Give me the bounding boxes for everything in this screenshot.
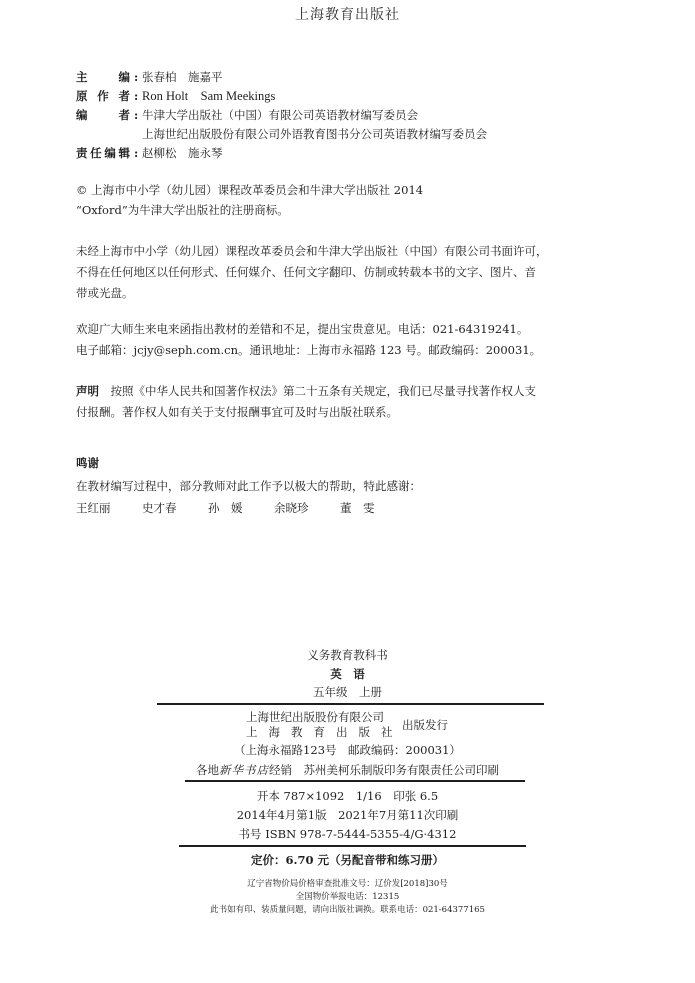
teacher-name: 余晓珍 <box>274 501 309 515</box>
credit-label: 原作者 <box>76 89 130 103</box>
format-info: 开本 787×1092 1/16 印张 6.5 <box>256 789 439 803</box>
acknowledgement-text: 在教材编写过程中，部分教师对此工作予以极大的帮助，特此感谢： <box>76 479 421 493</box>
grade-volume: 五年级 上册 <box>313 685 382 699</box>
acknowledgement-names <box>76 500 406 516</box>
credit-value: 上海世纪出版股份有限公司外语教育图书分公司英语教材编写委员会 <box>142 127 487 141</box>
publisher-role: 出版发行 <box>402 718 448 732</box>
publisher-name-2: 上海教育出版社 <box>246 725 404 739</box>
statement-line: 付报酬。著作权人如有关于支付报酬事宜可及时与出版社联系。 <box>76 405 398 419</box>
divider-middle <box>185 780 525 782</box>
credit-label: 编者 <box>76 108 130 122</box>
statement-label: 声明 <box>76 384 99 398</box>
feedback-phone-line: 欢迎广大师生来电来函指出教材的差错和不足，提出宝贵意见。电话：021-64319241。 <box>76 322 529 336</box>
publisher-address: （上海永福路123号 邮政编码：200031） <box>234 743 461 757</box>
credit-row-editors <box>76 106 487 125</box>
edition-info: 2014年4月第1版 2021年7月第11次印刷 <box>236 808 459 822</box>
credit-label: 主编 <box>76 70 130 84</box>
permission-notice <box>76 241 624 304</box>
credit-separator: : <box>134 70 139 84</box>
price-hotline: 全国物价举报电话：12315 <box>295 892 400 902</box>
page-header-publisher: 上海教育出版社 <box>295 7 400 23</box>
distribution-suffix: 经销 苏州美柯乐制版印务有限责任公司印刷 <box>269 763 499 777</box>
series-title: 义务教育教科书 <box>307 648 388 662</box>
contact-info <box>76 319 624 361</box>
statement-line <box>76 381 624 402</box>
permission-line: 不得在任何地区以任何形式、任何媒介、任何文字翻印、仿制或转载本书的文字、图片、音 <box>76 265 536 279</box>
acknowledgement-title: 鸣谢 <box>76 456 99 470</box>
credit-value: 赵柳松 施永琴 <box>142 146 223 160</box>
teacher-name: 董 雯 <box>340 501 375 515</box>
permission-line: 未经上海市中小学（幼儿园）课程改革委员会和牛津大学出版社（中国）有限公司书面许可， <box>76 244 548 258</box>
credit-row-responsible-editors <box>76 144 487 163</box>
permission-line: 带或光盘。 <box>76 286 134 300</box>
trademark-line: “Oxford”为牛津大学出版社的注册商标。 <box>76 202 289 217</box>
email-address-line: 电子邮箱：jcjy@seph.com.cn。通讯地址：上海市永福路 123 号。邮政编码：200031。 <box>76 343 542 357</box>
isbn-info: 书号 ISBN 978-7-5444-5355-4/G·4312 <box>238 827 457 841</box>
subject-title: 英 语 <box>330 667 365 681</box>
publisher-name-1: 上海世纪出版股份有限公司 <box>246 710 384 724</box>
divider-bottom <box>179 845 526 847</box>
statement-text: 按照《中华人民共和国著作权法》第二十五条有关规定，我们已尽量寻找著作权人支 <box>110 384 536 398</box>
credit-label: 责任编辑 <box>76 146 130 160</box>
price-info: 定价：6.70 元（另配音带和练习册） <box>250 853 444 867</box>
credit-value: Ron Holt Sam Meekings <box>142 89 276 103</box>
copyright-statement <box>76 381 624 423</box>
credit-row-chief-editor <box>76 68 487 87</box>
distribution-prefix: 各地 <box>196 763 219 777</box>
copyright-notice <box>76 181 624 220</box>
quality-notice: 此书如有印、装质量问题，请向出版社调换。联系电话：021-64377165 <box>210 905 485 915</box>
teacher-name: 史才春 <box>142 501 177 515</box>
credit-separator: : <box>134 108 139 122</box>
distribution-printing <box>0 762 695 778</box>
credit-row-original-authors <box>76 87 487 106</box>
teacher-name: 孙 媛 <box>208 501 243 515</box>
credits-block <box>76 68 487 163</box>
xinhua-bookstore-seal: 新华书店 <box>219 763 269 777</box>
credit-value: 牛津大学出版社（中国）有限公司英语教材编写委员会 <box>142 108 418 122</box>
credit-value: 张春柏 施嘉平 <box>142 70 223 84</box>
credit-row-editors-continued <box>76 125 487 144</box>
credit-separator: : <box>134 89 139 103</box>
copyright-line: © 上海市中小学（幼儿园）课程改革委员会和牛津大学出版社 2014 <box>76 183 424 197</box>
divider-top <box>157 703 544 705</box>
credit-separator: : <box>134 146 139 160</box>
publisher-names <box>246 710 404 740</box>
teacher-name: 王红丽 <box>76 501 111 515</box>
price-approval: 辽宁省物价局价格审查批准文号：辽价发[2018]30号 <box>247 879 448 889</box>
